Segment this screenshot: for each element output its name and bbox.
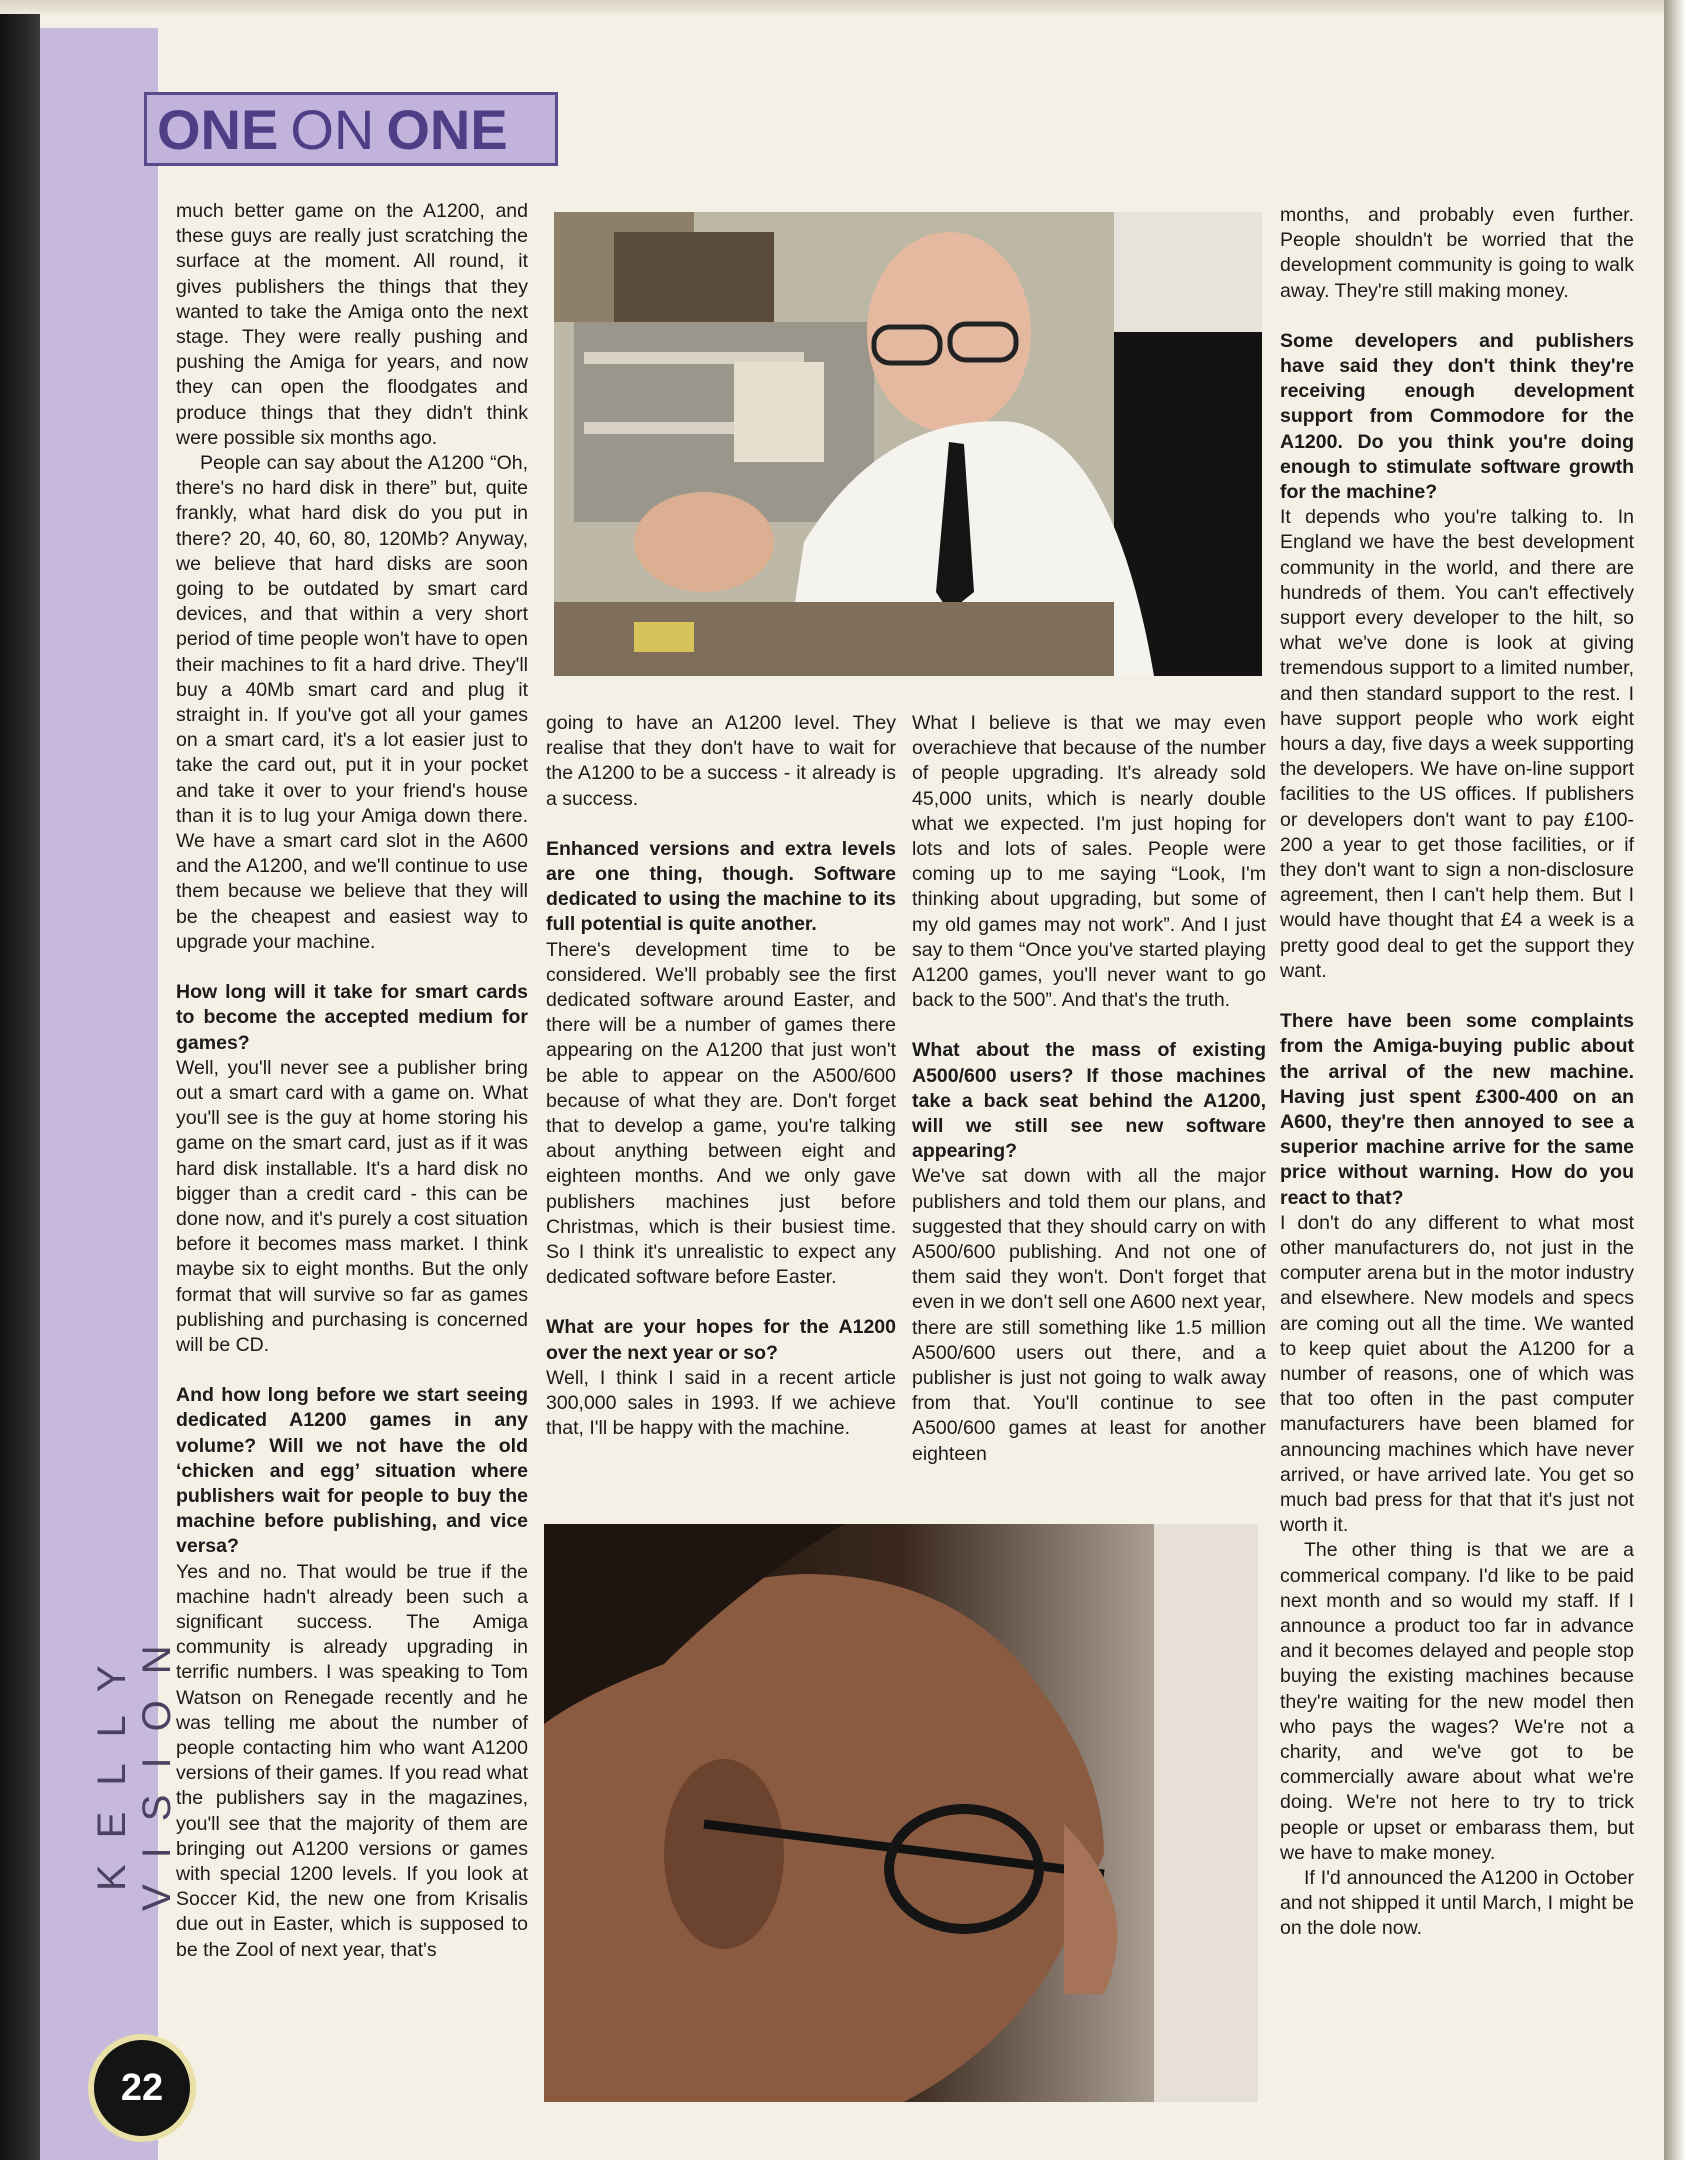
col1-question-2: And how long before we start seeing dedicated A1200 games in any volume? Will we not have the old ‘chicken and egg’ situation where publishers wait for people to buy the machine before publishing, and vice versa? xyxy=(176,1384,528,1558)
title-word-2: ON xyxy=(290,97,375,161)
col4-question-1: Some developers and publishers have said they don't think they're receiving enough development support from Commodore for the A1200. Do you think you're doing enough to stimulate software growth for the machine? xyxy=(1280,329,1634,504)
photo-top xyxy=(554,212,1262,676)
col4-paragraph-3: If I'd announced the A1200 in October and not shipped it until March, I might be on the dole now. xyxy=(1280,1867,1634,1940)
col1-question-1: How long will it take for smart cards to become the accepted medium for games? xyxy=(176,981,528,1054)
col2-answer-2: Well, I think I said in a recent article 300,000 sales in 1993. If we achieve that, I'll be happy with the machine. xyxy=(546,1366,896,1440)
col1-answer-1: Well, you'll never see a publisher bring out a smart card with a game on. What you'll see is the guy at home storing his game on the smart card, just as if it was hard disk installable. It's a hard disk no bigger than a credit card - this can be done now, and it's purely a cost situation before it becomes mass market. I think maybe six to eight months. But the only format that will survive so far as games publishing and purchasing is concerned will be CD. xyxy=(176,1056,528,1356)
photo-bottom xyxy=(544,1524,1258,2102)
col1-paragraph-2: People can say about the A1200 “Oh, there's no hard disk in there” but, quite frankly, what hard disk do you put in there? 20, 40, 60, 80, 120Mb? Anyway, we believe that hard disks are soon going to be outdated by smart card devices, and that within a very short period of time people won't have to open their machines to fit a hard drive. They'll buy a 40Mb smart card and plug it straight in. If you've got all your games on a smart card, it's a lot easier just to take the card out, put it in your pocket and take it over to your friend's house than it is to lug your Amiga down there. We have a smart card slot in the A600 and the A1200, and we'll continue to use them because we believe that they will be the cheapest and easiest way to upgrade your machine. xyxy=(176,452,528,953)
col4-paragraph-1: months, and probably even further. People shouldn't be worried that the development community is going to walk away. They're still making money. xyxy=(1280,204,1634,302)
article-column-1 xyxy=(176,199,528,1963)
article-column-4 xyxy=(1280,203,1634,1942)
col2-answer-1: There's development time to be considered. We'll probably see the first dedicated software around Easter, and there will be a number of games there appearing on the A1200 that just won't be able to appear on the A500/600 because of what they are. Don't forget that to develop a game, you're talking about anything between eight and eighteen months. And we only gave publishers machines just before Christmas, which is their busiest time. So I think it's unrealistic to expect any dedicated software before Easter. xyxy=(546,938,896,1289)
col2-question-1: Enhanced versions and extra levels are one thing, though. Software dedicated to using the machine to its full potential is quite another. xyxy=(546,837,896,936)
page-top-edge xyxy=(0,0,1686,14)
article-column-2 xyxy=(546,711,896,1441)
col2-paragraph-1: going to have an A1200 level. They realise that they don't have to wait for the A1200 to be a success - it already is a success. xyxy=(546,712,896,810)
article-column-3 xyxy=(912,711,1266,1467)
photo-top-illustration xyxy=(554,212,1262,676)
col4-answer-2: I don't do any different to what most other manufacturers do, not just in the computer arena but in the motor industry and elsewhere. New models and specs are coming out all the time. We wanted to keep quiet about the A1200 for a number of reasons, one of which was that too often in the past computer manufacturers have been blamed for announcing machines which have never arrived, or have arrived late. You get so much bad press for that that it's just not worth it. xyxy=(1280,1211,1634,1537)
col4-answer-1: It depends who you're talking to. In England we have the best development community in the world, and there are hundreds of them. You can't effectively support every developer to the hilt, so what we've done is look at giving tremendous support to a limited number, and then standard support to the rest. I have support people who work eight hours a day, five days a week supporting the developers. We have on-line support facilities to the US offices. If publishers or developers don't want to pay £100-200 a year to get those facilities, or if they don't want to sign a non-disclosure agreement, then I can't help them. But I would have thought that £4 a week is a pretty good deal to get the support they want. xyxy=(1280,506,1634,982)
col1-paragraph-1: much better game on the A1200, and these guys are really just scratching the surface at the moment. All round, it gives publishers the things that they wanted to take the Amiga onto the next stage. They were really pushing and pushing the Amiga for years, and now they can open the floodgates and produce things that they didn't think were possible six months ago. xyxy=(176,200,528,449)
col3-answer-1: We've sat down with all the major publishers and told them our plans, and suggested that they should carry on with A500/600 publishing. And not one of them said they won't. Don't forget that even in we don't sell one A600 next year, there are still something like 1.5 million A500/600 users out there, and a publisher is just not going to walk away from that. You'll continue to see A500/600 games at least for another eighteen xyxy=(912,1165,1266,1465)
title-word-1: ONE xyxy=(157,97,279,161)
title-word-3: ONE xyxy=(386,97,508,161)
col3-paragraph-1: What I believe is that we may even overachieve that because of the number of people upgrading. It's already sold 45,000 units, which is nearly double what we expected. I'm just hoping for lots and lots of sales. People were coming up to me saying “Look, I'm thinking about upgrading, but some of my old games may not work”. And I just say to them “Once you've started playing A1200 games, you'll never want to go back to the 500”. And that's the truth. xyxy=(912,712,1266,1012)
sidebar-label: KELLY VISION xyxy=(90,1619,179,1911)
col4-paragraph-2: The other thing is that we are a commerical company. I'd like to be paid next month and so would my staff. If I announce a product too far in advance and it becomes delayed and people stop buying the existing machines because they're waiting for the new model then who pays the wages? We're not a charity, and we've got to be commercially aware about what we're doing. We're not here to try to trick people or upset or embarass them, but we have to make money. xyxy=(1280,1539,1634,1864)
section-title xyxy=(144,92,558,166)
scan-left-edge xyxy=(0,14,40,2160)
col3-question-1: What about the mass of existing A500/600 users? If those machines take a back seat behind the A1200, will we still see new software appearing? xyxy=(912,1039,1266,1163)
photo-bottom-illustration xyxy=(544,1524,1258,2102)
col4-question-2: There have been some complaints from the Amiga-buying public about the arrival of the new machine. Having just spent £300-400 on an A600, they're then annoyed to see a superior machine arrive for the same price without warning. How do you react to that? xyxy=(1280,1010,1634,1209)
scan-right-edge xyxy=(1664,0,1686,2160)
col2-question-2: What are your hopes for the A1200 over the next year or so? xyxy=(546,1316,896,1364)
page-number: 22 xyxy=(88,2034,196,2142)
col1-answer-2: Yes and no. That would be true if the machine hadn't already been such a significant success. The Amiga community is already upgrading in terrific numbers. I was speaking to Tom Watson on Renegade recently and he was telling me about the number of people contacting him who want A1200 versions of their games. If you read what the publishers say in the magazines, you'll see that the majority of them are bringing out A1200 versions or games with special 1200 levels. If you look at Soccer Kid, the new one from Krisalis due out in Easter, which is supposed to be the Zool of next year, that's xyxy=(176,1560,528,1961)
